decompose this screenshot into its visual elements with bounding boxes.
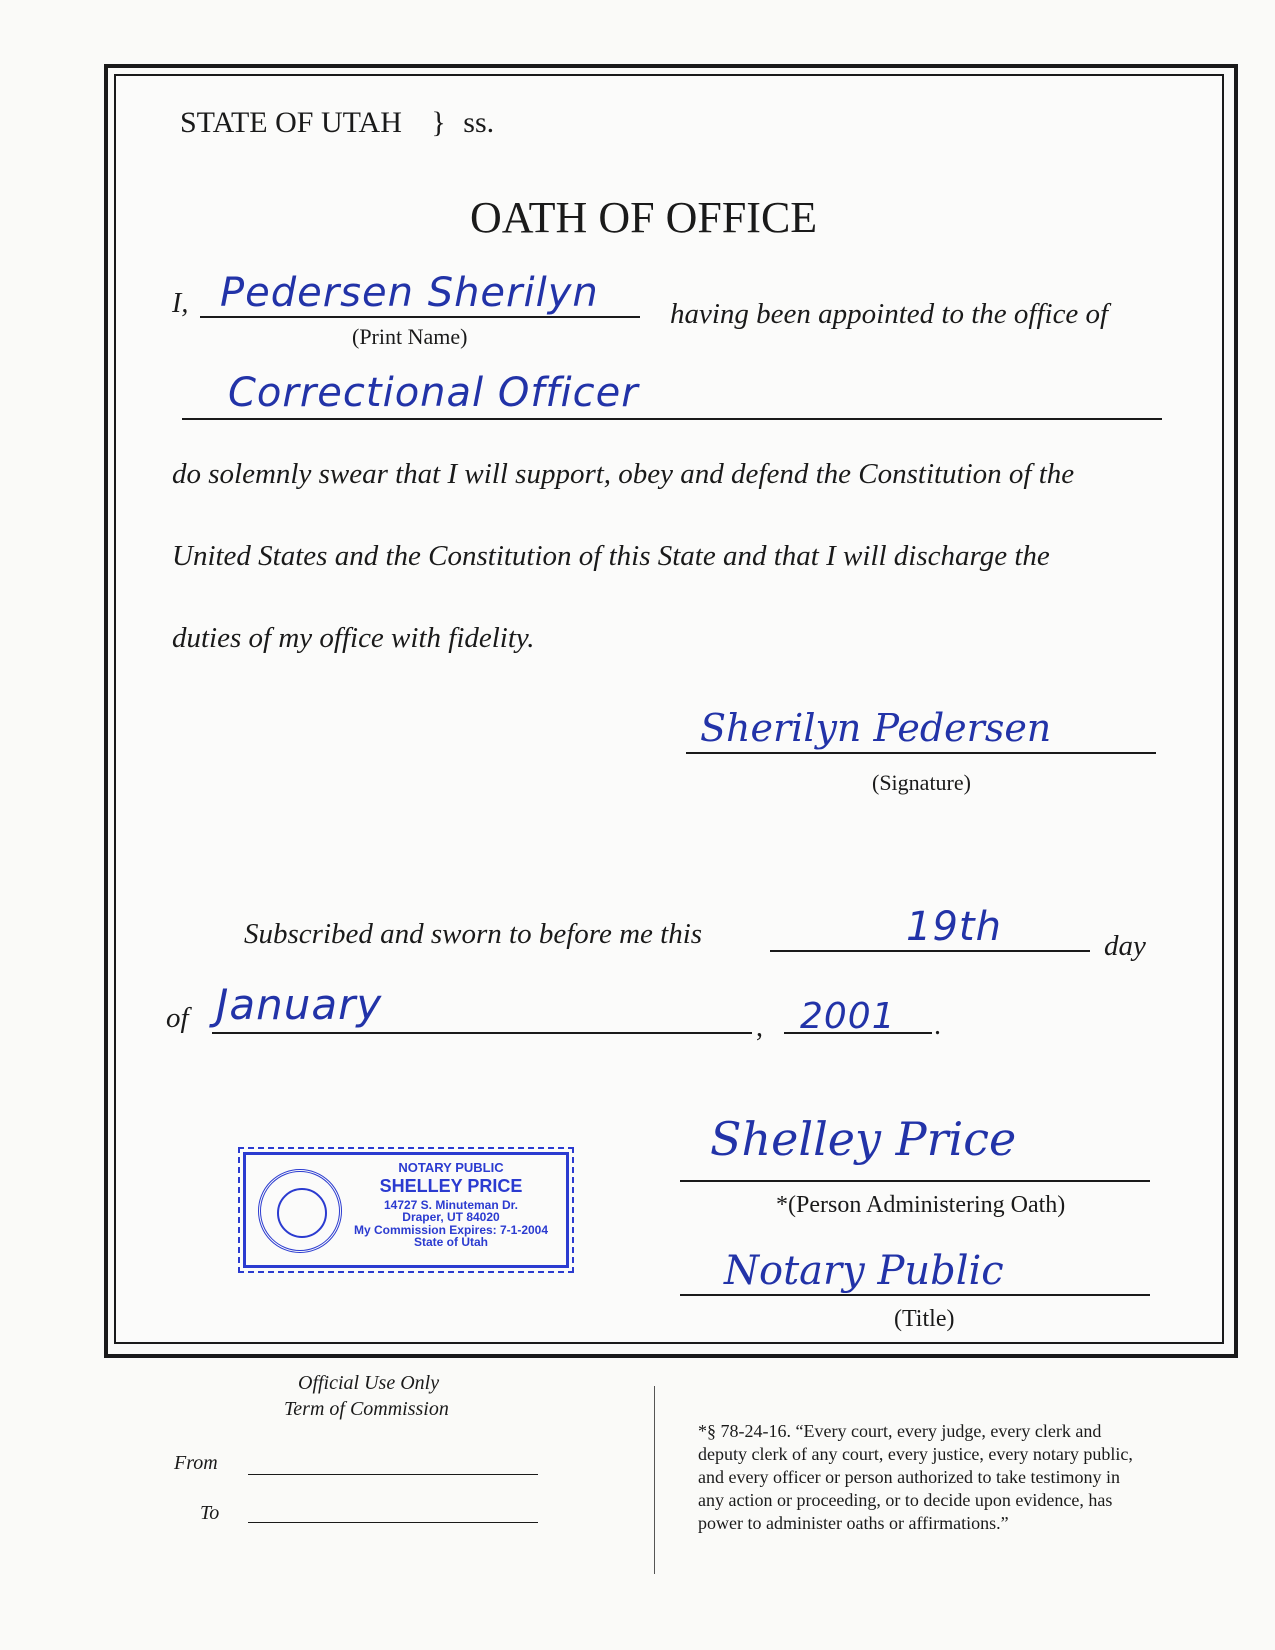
- stamp-line-1: NOTARY PUBLIC: [398, 1160, 504, 1175]
- from-field[interactable]: [248, 1474, 538, 1475]
- year-period: .: [934, 1010, 941, 1041]
- title-label: (Title): [894, 1306, 955, 1332]
- state-name: STATE OF UTAH: [180, 106, 402, 139]
- to-label: To: [200, 1502, 220, 1524]
- print-name-line: [200, 316, 640, 318]
- signature-line: [686, 752, 1156, 754]
- title-value: Notary Public: [724, 1248, 1004, 1294]
- signature-value: Sherilyn Pedersen: [700, 706, 1052, 750]
- office-line: [182, 418, 1162, 420]
- oath-prefix: I,: [172, 288, 189, 319]
- stamp-line-4: Draper, UT 84020: [402, 1210, 500, 1225]
- seal-center: [277, 1188, 327, 1238]
- print-name-value: Pedersen Sherilyn: [220, 270, 599, 316]
- to-field[interactable]: [248, 1522, 538, 1523]
- administering-label: *(Person Administering Oath): [776, 1192, 1066, 1218]
- official-use-heading: Official Use Only: [298, 1372, 440, 1394]
- state-heading: [180, 106, 494, 140]
- month-comma: ,: [756, 1012, 763, 1043]
- footnote-line-3: and every officer or person authorized to take testimony in: [698, 1467, 1121, 1487]
- administering-signature: Shelley Price: [710, 1112, 1017, 1166]
- stamp-line-6: State of Utah: [413, 1235, 488, 1250]
- footnote-line-5: power to administer oaths or affirmations.”: [698, 1513, 1009, 1533]
- stamp-line-2: SHELLEY PRICE: [379, 1175, 523, 1196]
- month-value: January: [216, 980, 383, 1029]
- oath-line-1: do solemnly swear that I will support, obey and defend the Constitution of the: [172, 458, 1075, 490]
- month-line: [212, 1032, 752, 1034]
- stamp-line-5: My Commission Expires: 7-1-2004: [353, 1222, 549, 1237]
- signature-label: (Signature): [872, 770, 971, 795]
- oath-line-3: duties of my office with fidelity.: [172, 622, 535, 654]
- year-value: 2001: [800, 996, 896, 1037]
- statute-footnote: [698, 1420, 1133, 1535]
- footnote-line-2: deputy clerk of any court, every justice, every notary public,: [698, 1444, 1133, 1464]
- footnote-line-1: *§ 78-24-16. “Every court, every judge, every clerk and: [698, 1421, 1102, 1441]
- day-value: 19th: [906, 904, 1002, 950]
- administering-line: [680, 1180, 1150, 1182]
- of-word: of: [166, 1002, 189, 1034]
- oath-line-2: United States and the Constitution of this State and that I will discharge the: [172, 540, 1050, 572]
- print-name-label: (Print Name): [352, 324, 468, 349]
- appointed-text: having been appointed to the office of: [670, 298, 1109, 330]
- stamp-line-3: 14727 S. Minuteman Dr.: [383, 1197, 519, 1212]
- notary-stamp: [243, 1152, 569, 1268]
- stamp-text: [346, 1161, 556, 1249]
- page-title: OATH OF OFFICE: [470, 193, 818, 242]
- footnote-line-4: any action or proceeding, or to decide upon evidence, has: [698, 1490, 1113, 1510]
- day-line: [770, 950, 1090, 952]
- subscribed-text: Subscribed and sworn to before me this: [244, 918, 703, 950]
- footer-divider: [654, 1386, 655, 1574]
- state-seal: [258, 1169, 342, 1253]
- term-of-commission: Term of Commission: [284, 1398, 449, 1420]
- ss-label: ss.: [463, 106, 495, 139]
- day-word: day: [1104, 930, 1146, 962]
- title-line: [680, 1294, 1150, 1296]
- from-label: From: [174, 1452, 218, 1474]
- office-value: Correctional Officer: [228, 370, 639, 416]
- brace: }: [431, 106, 446, 139]
